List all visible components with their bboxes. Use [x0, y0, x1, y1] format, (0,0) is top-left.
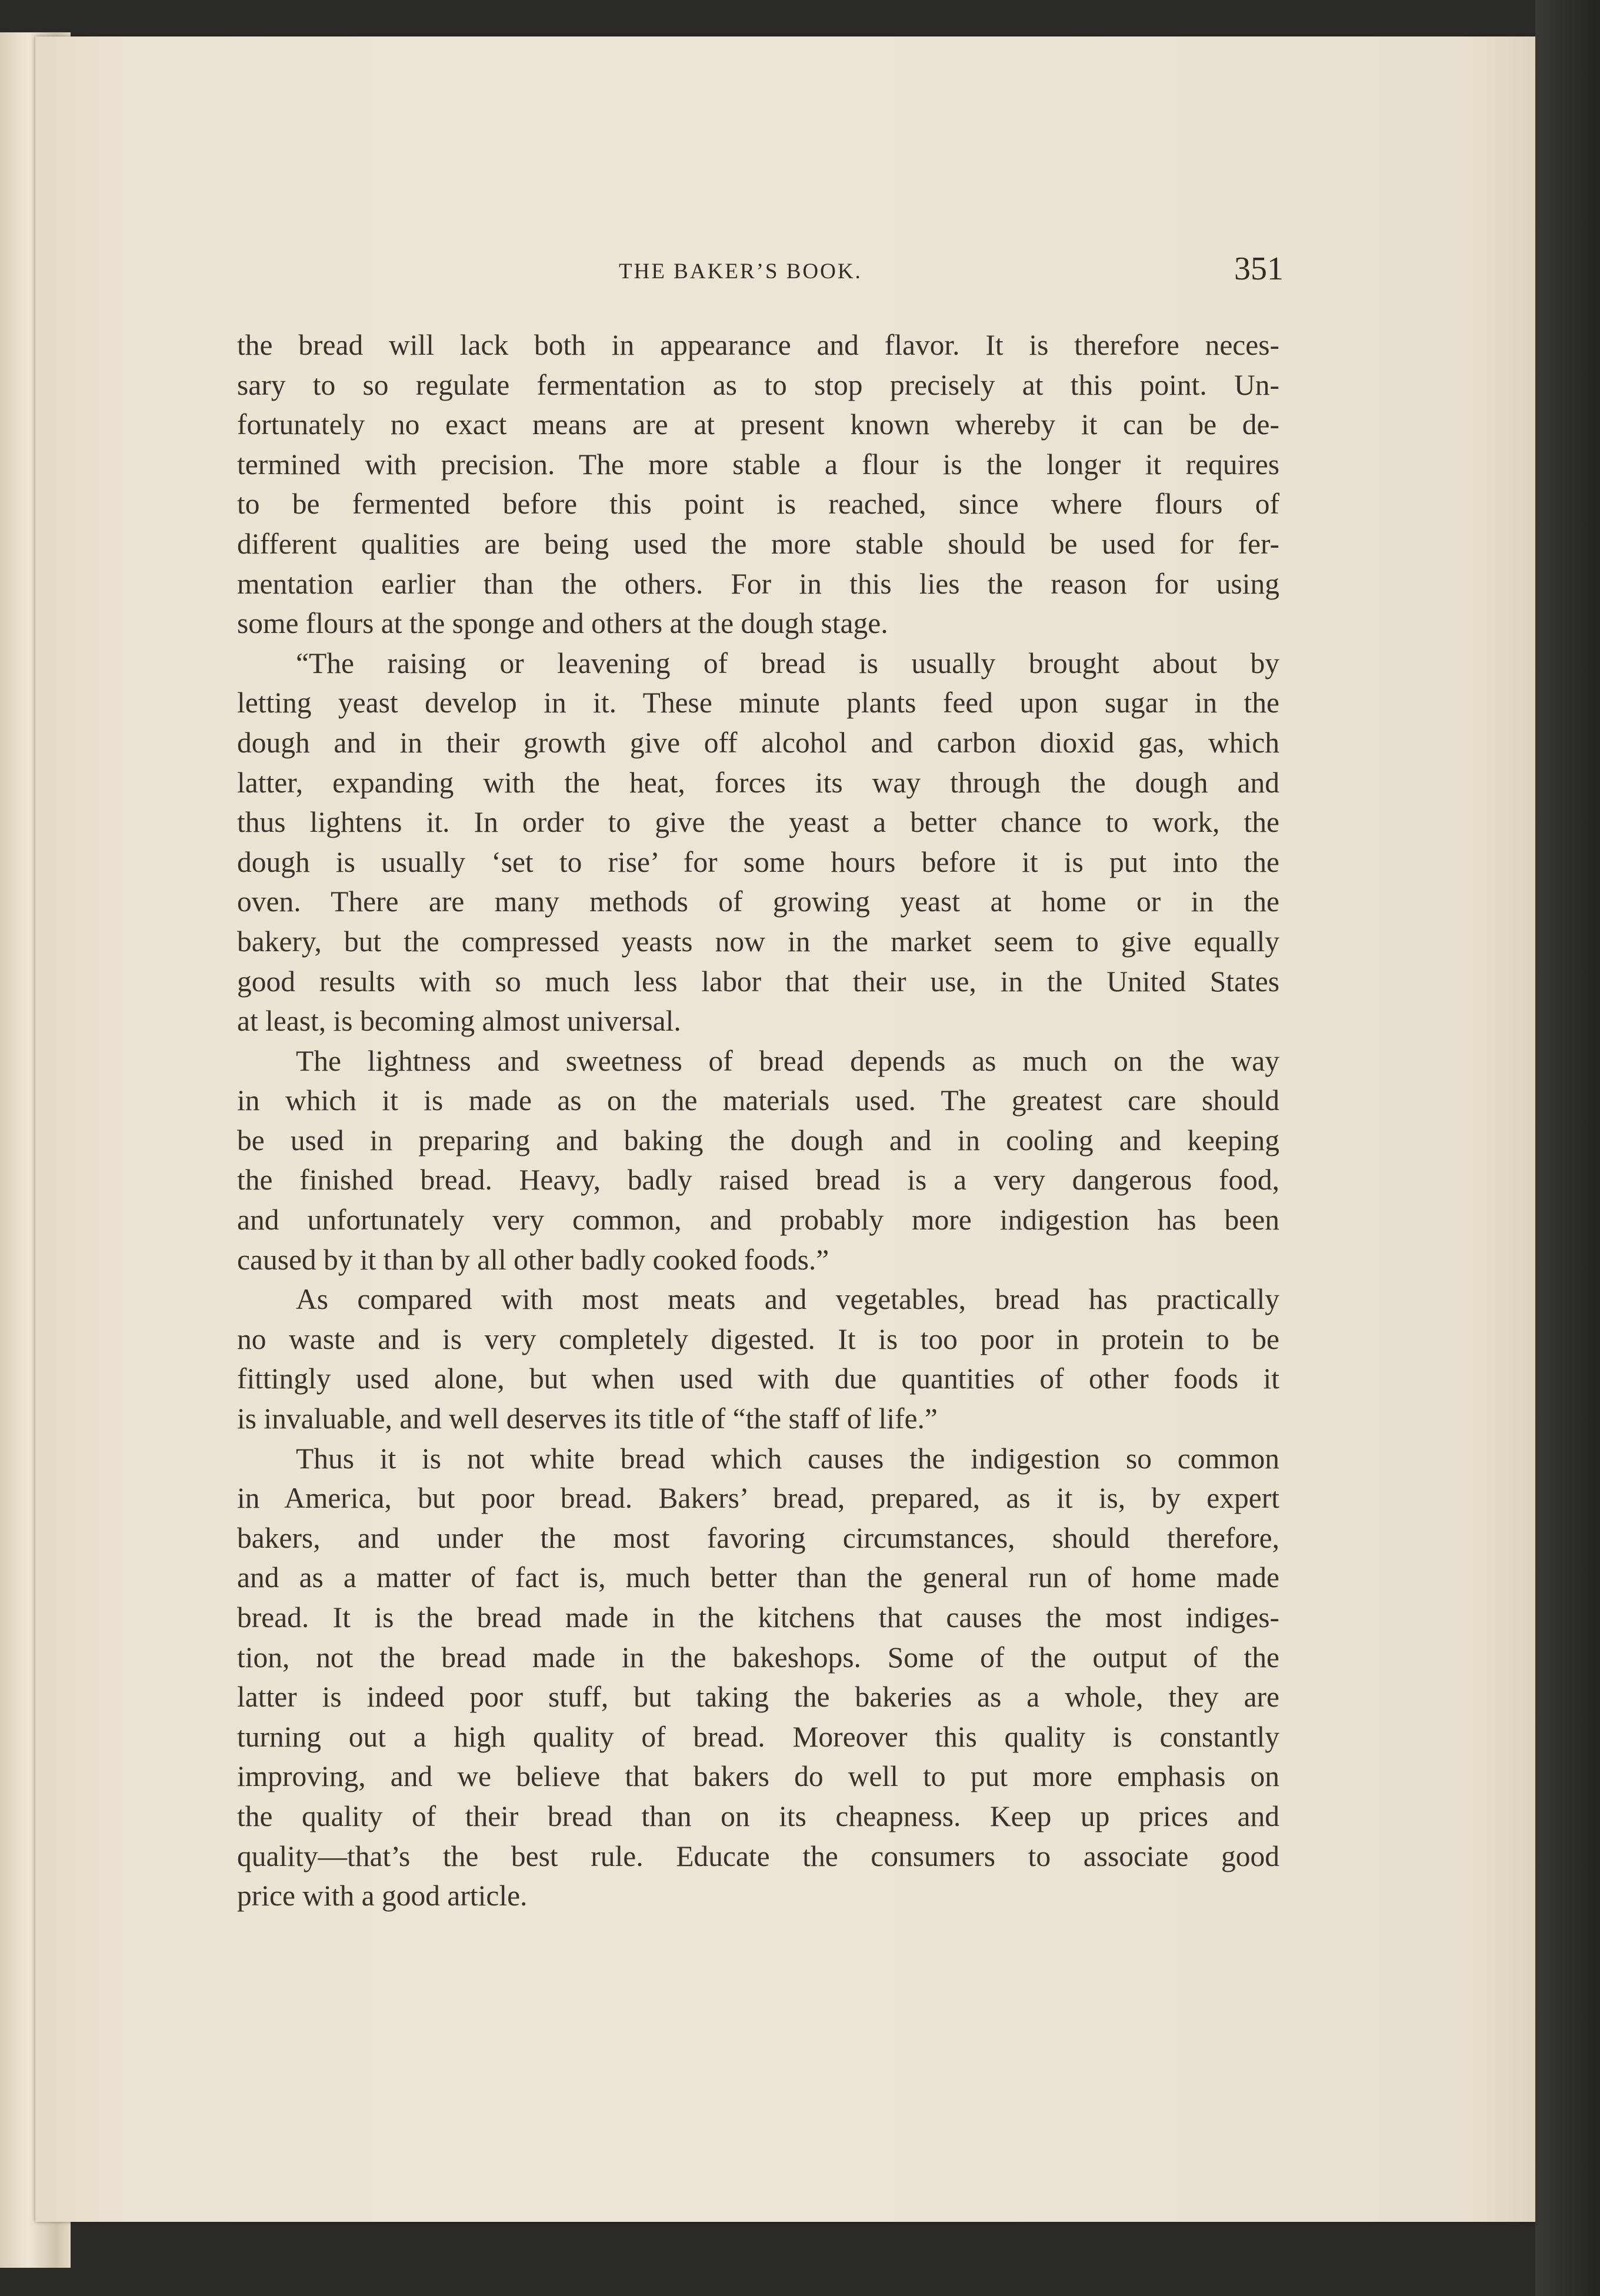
paragraph	[237, 1041, 1279, 1280]
text-line: fittingly used alone, but when used with due quantities of other foods it	[237, 1362, 1279, 1395]
text-line: bread. It is the bread made in the kitchens that causes the most indiges-	[237, 1601, 1279, 1634]
text-line: termined with precision. The more stable a flour is the longer it requires	[237, 448, 1279, 481]
text-line: the finished bread. Heavy, badly raised bread is a very dangerous food,	[237, 1164, 1279, 1197]
text-line: Thus it is not white bread which causes the indigestion so common	[296, 1442, 1279, 1475]
text-line: tion, not the bread made in the bakeshops. Some of the output of the	[237, 1641, 1279, 1674]
text-line: improving, and we believe that bakers do well to put more emphasis on	[237, 1760, 1279, 1793]
body-text	[237, 325, 1279, 1916]
paragraph	[237, 644, 1279, 1041]
text-line: sary to so regulate fermentation as to stop precisely at this point. Un-	[237, 368, 1279, 401]
text-line: quality—that’s the best rule. Educate the consumers to associate good	[237, 1840, 1279, 1872]
text-line: dough is usually ‘set to rise’ for some hours before it is put into the	[237, 845, 1279, 878]
book-cover	[1535, 0, 1600, 2296]
text-line: dough and in their growth give off alcohol and carbon dioxid gas, which	[237, 726, 1279, 759]
paragraph	[237, 325, 1279, 644]
text-line: the quality of their bread than on its cheapness. Keep up prices and	[237, 1800, 1279, 1832]
text-line: “The raising or leavening of bread is usually brought about by	[296, 647, 1279, 679]
text-line: letting yeast develop in it. These minute plants feed upon sugar in the	[237, 687, 1279, 719]
text-line: caused by it than by all other badly cooked foods.”	[237, 1243, 829, 1276]
text-line: oven. There are many methods of growing yeast at home or in the	[237, 885, 1279, 918]
text-line: turning out a high quality of bread. Moreover this quality is constantly	[237, 1720, 1279, 1753]
text-line: be used in preparing and baking the dough and in cooling and keeping	[237, 1124, 1279, 1157]
text-line: different qualities are being used the more stable should be used for fer-	[237, 527, 1279, 560]
text-line: thus lightens it. In order to give the yeast a better chance to work, the	[237, 806, 1279, 839]
text-line: no waste and is very completely digested. It is too poor in protein to be	[237, 1322, 1279, 1355]
page-number: 351	[1234, 251, 1284, 287]
text-line: the bread will lack both in appearance and flavor. It is therefore neces-	[237, 329, 1279, 361]
text-line: at least, is becoming almost universal.	[237, 1005, 681, 1038]
running-head: THE BAKER’S BOOK.	[619, 259, 862, 284]
text-line: to be fermented before this point is reached, since where flours of	[237, 488, 1279, 521]
text-line: As compared with most meats and vegetables, bread has practically	[296, 1283, 1279, 1316]
text-line: bakery, but the compressed yeasts now in the market seem to give equally	[237, 925, 1279, 958]
text-line: latter, expanding with the heat, forces its way through the dough and	[237, 766, 1279, 799]
text-line: fortunately no exact means are at present known whereby it can be de-	[237, 408, 1279, 441]
text-line: some flours at the sponge and others at the dough stage.	[237, 607, 888, 640]
text-line: and unfortunately very common, and probably more indigestion has been	[237, 1204, 1279, 1237]
text-line: in America, but poor bread. Bakers’ bread, prepared, as it is, by expert	[237, 1482, 1279, 1515]
text-line: and as a matter of fact is, much better than the general run of home made	[237, 1561, 1279, 1594]
text-line: in which it is made as on the materials used. The greatest care should	[237, 1084, 1279, 1117]
text-line: bakers, and under the most favoring circumstances, should therefore,	[237, 1521, 1279, 1554]
text-line: is invaluable, and well deserves its title of “the staff of life.”	[237, 1402, 938, 1435]
text-line: mentation earlier than the others. For in this lies the reason for using	[237, 567, 1279, 600]
text-line: good results with so much less labor that their use, in the United States	[237, 965, 1279, 998]
paragraph	[237, 1279, 1279, 1438]
text-line: latter is indeed poor stuff, but taking the bakeries as a whole, they are	[237, 1681, 1279, 1714]
text-line: The lightness and sweetness of bread depends as much on the way	[296, 1044, 1279, 1077]
paragraph	[237, 1439, 1279, 1916]
text-line: price with a good article.	[237, 1880, 528, 1912]
